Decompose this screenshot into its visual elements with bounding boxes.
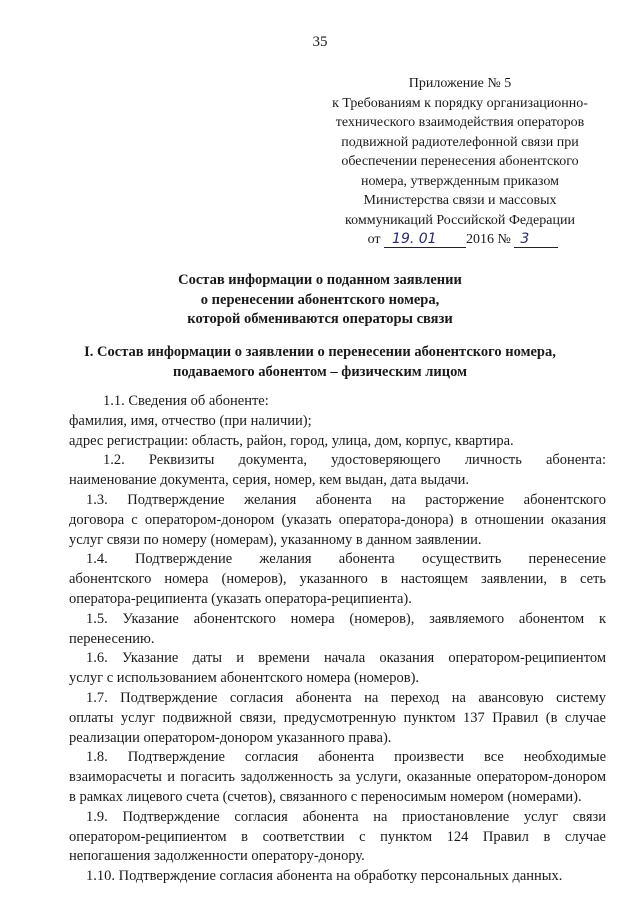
document-title-line: которой обмениваются операторы связи — [187, 311, 453, 327]
paragraph-line: 1.7. Подтверждение согласия абонента на переход на авансовую систему — [86, 689, 606, 706]
paragraph-1-1 — [69, 392, 606, 451]
paragraph-1-9 — [69, 808, 606, 867]
paragraph-1-4 — [69, 550, 606, 609]
paragraph-1-8 — [69, 748, 606, 807]
paragraph-line: реализации оператором-донором указанного права). — [69, 729, 392, 746]
document-title-line: о перенесении абонентского номера, — [200, 291, 440, 308]
paragraph-line: 1.1. Сведения об абоненте: — [103, 393, 269, 409]
paragraph-line: фамилия, имя, отчество (при наличии); — [69, 412, 312, 429]
paragraph-line: непогашения задолженности оператору-донору. — [69, 848, 365, 865]
paragraph-line: оператора-реципиента (указать оператора-реципиента). — [69, 590, 412, 607]
appendix-line: номера, утвержденным приказом — [361, 173, 559, 189]
appendix-line: Приложение № 5 — [408, 76, 512, 91]
paragraph-line: 1.10. Подтверждение согласия абонента на обработку персональных данных. — [86, 868, 563, 885]
appendix-line: коммуникаций Российской Федерации — [345, 212, 575, 228]
document-title — [0, 271, 640, 330]
order-date-number-line — [321, 230, 605, 250]
paragraph-line: перенесению. — [69, 630, 155, 647]
paragraph-line: наименование документа, серия, номер, кем выдан, дата выдачи. — [69, 472, 470, 489]
appendix-line: подвижной радиотелефонной связи при — [341, 134, 579, 150]
paragraph-line: оплаты услуг подвижной связи, предусмотренную пунктом 137 Правил (в случае — [69, 709, 606, 726]
paragraph-line: взаиморасчеты и погасить задолженность за услуги, оказанные оператором-донором — [69, 769, 606, 786]
paragraph-line: в рамках лицевого счета (счетов), связанного с переносимым номером (номерами). — [69, 788, 582, 805]
paragraph-line: 1.2. Реквизиты документа, удостоверяющего личность абонента: — [103, 452, 606, 469]
paragraph-line: адрес регистрации: область, район, город, улица, дом, корпус, квартира. — [69, 432, 514, 449]
section-title-line: подаваемого абонентом – физическим лицом — [172, 363, 467, 380]
paragraph-line: 1.6. Указание даты и времени начала оказания оператором-реципиентом — [86, 650, 606, 667]
appendix-line: к Требованиям к порядку организационно- — [332, 95, 588, 111]
from-label: от — [367, 232, 381, 247]
paragraph-1-5 — [69, 610, 606, 650]
section-title-line: I. Состав информации о заявлении о перенесении абонентского номера, — [84, 344, 556, 360]
paragraph-1-2 — [69, 451, 606, 491]
paragraph-line: 1.9. Подтверждение согласия абонента на приостановление услуг связи — [86, 808, 606, 825]
paragraph-line: абонентского номера (номеров), указанного в настоящем заявлении, в сеть — [69, 571, 606, 588]
paragraph-line: 1.8. Подтверждение согласия абонента произвести все необходимые — [86, 749, 606, 766]
paragraph-line: 1.3. Подтверждение желания абонента на расторжение абонентского — [86, 491, 606, 508]
paragraph-line: договора с оператором-донором (указать оператора-донора) в отношении оказания — [69, 511, 606, 528]
page-number: 35 — [312, 34, 328, 50]
paragraph-line: оператором-реципиентом в соответствии с пунктом 124 Правил в случае — [69, 828, 606, 845]
handwritten-order-number: 3 — [514, 231, 558, 248]
section-title — [40, 343, 600, 382]
paragraph-line: 1.5. Указание абонентского номера (номеров), заявляемого абонентом к — [86, 610, 606, 627]
paragraph-1-10 — [86, 867, 606, 887]
paragraph-1-3 — [69, 491, 606, 550]
paragraph-1-6 — [69, 649, 606, 689]
paragraph-1-7 — [69, 689, 606, 748]
paragraph-line: услуг связи по номеру (номерам), указанному в данном заявлении. — [69, 531, 482, 548]
appendix-line: технического взаимодействия операторов — [335, 115, 585, 130]
handwritten-date: 19. 01 — [384, 231, 466, 248]
section-body — [69, 392, 606, 887]
appendix-header — [315, 74, 605, 250]
paragraph-line: 1.4. Подтверждение желания абонента осуществить перенесение — [86, 551, 606, 568]
appendix-line: обеспечении перенесения абонентского — [341, 154, 579, 169]
paragraph-line: услуг с использованием абонентского номера (номеров). — [69, 670, 420, 687]
appendix-line: Министерства связи и массовых — [363, 193, 557, 208]
document-title-line: Состав информации о поданном заявлении — [178, 272, 462, 288]
year-number-label: 2016 № — [466, 232, 511, 247]
